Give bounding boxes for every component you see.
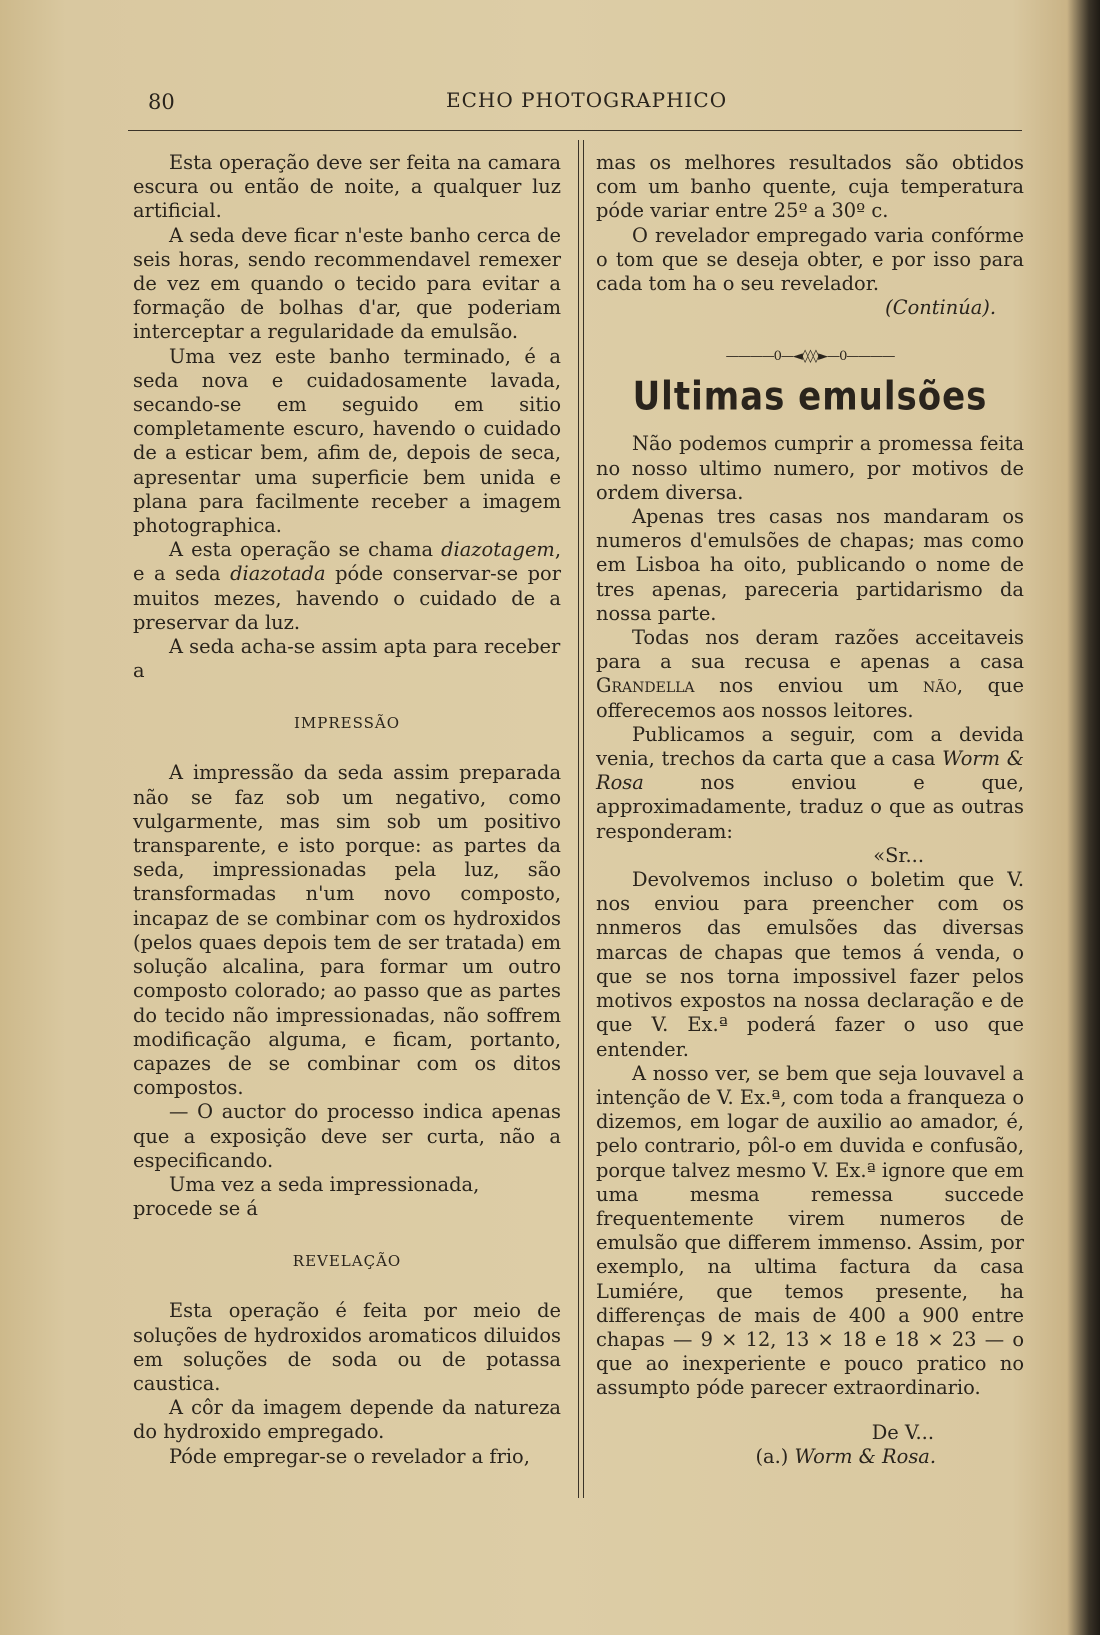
paragraph: Uma vez este banho terminado, é a seda nova e cuidadosamente lavada, secando-se em seguido em sitio completamente escuro, havendo o cuidado de a esticar bem, afim de, depois de seca, apresentar uma superficie bem unida e plana para facilmente receber a imagem photographica.: [133, 344, 561, 538]
article-title: Ultimas emulsões: [632, 374, 988, 421]
italic-company-name: Worm & Rosa: [596, 747, 1024, 795]
letter-salutation: «Sr...: [873, 843, 924, 867]
continua-note: (Continúa).: [885, 296, 996, 320]
left-column: [133, 151, 561, 1469]
section-heading-revelacao: REVELAÇÃO: [292, 1252, 402, 1271]
paragraph: O revelador empregado varia confórme o tom que se deseja obter, e por isso para cada tom ha o seu revelador.: [596, 223, 1024, 296]
small-caps-name: Grandella: [596, 674, 695, 698]
paragraph: Publicamos a seguir, com a devida venia, trechos da carta que a casa Worm & Rosa nos enviou e que, approximadamente, traduz o que as outras responderam:: [596, 722, 1024, 843]
paragraph: Todas nos deram razões acceitaveis para a sua recusa e apenas a casa Grandella nos enviou um não, que offerecemos aos nossos leitores.: [596, 626, 1024, 722]
italic-term: diazotada: [230, 562, 326, 586]
letter-closing: De V...: [871, 1420, 934, 1444]
paragraph: A impressão da seda assim preparada não se faz sob um negativo, como vulgarmente, mas sim sob um positivo transparente, e isto porque: as partes da seda, impressionadas pela luz, são transformadas n'um novo composto, incapaz de se combinar com os hydroxidos (pelos quaes depois tem de ser tratada) em solução alcalina, para formar um outro composto colorado; ao passo que as partes do tecido não impressionadas, não soffrem modificação alguma, e ficam, portanto, capazes de se combinar com os ditos compostos.: [133, 761, 561, 1100]
paragraph: A nosso ver, se bem que seja louvavel a intenção de V. Ex.ª, com toda a franqueza o dizemos, em logar de auxilio ao amador, é, pelo contrario, pôl-o em duvida e confusão, porque talvez mesmo V. Ex.ª ignore que em uma mesma remessa succede frequentemente virem numeros de emulsão que differem immenso. Assim, por exemplo, na ultima factura da casa Lumiére, que temos presente, ha differenças de mais de 400 a 900 entre chapas — 9 × 12, 13 × 18 e 18 × 23 — o que ao inexperiente e pouco pratico no assumpto póde parecer extraordinario.: [596, 1061, 1024, 1400]
paragraph: Póde empregar-se o revelador a frio,: [169, 1444, 530, 1468]
paragraph: Devolvemos incluso o boletim que V. nos enviou para preencher com os nnmeros das emulsões das diversas marcas de chapas que temos á venda, o que se nos torna impossivel fazer pelos motivos expostos na nossa declaração e de que V. Ex.ª poderá fazer o uso que entender.: [596, 868, 1024, 1061]
header-rule: [128, 130, 1022, 131]
paragraph: Esta operação é feita por meio de soluções de hydroxidos aromaticos diluidos em soluções de soda ou de potassa caustica.: [133, 1299, 561, 1395]
paragraph: A seda acha-se assim apta para receber a: [133, 635, 561, 683]
running-title: ECHO PHOTOGRAPHICO: [446, 88, 728, 112]
paragraph: Apenas tres casas nos mandaram os numeros d'emulsões de chapas; mas como em Lisboa ha oito, publicando o nome de tres apenas, pareceria partidarismo da nossa parte.: [596, 505, 1024, 625]
page-number: 80: [148, 90, 175, 114]
section-heading-impressao: IMPRESSÃO: [293, 714, 401, 733]
signature-name: Worm & Rosa.: [794, 1444, 936, 1468]
paragraph: A côr da imagem depende da natureza do hydroxido empregado.: [133, 1396, 561, 1444]
paragraph: mas os melhores resultados são obtidos com um banho quente, cuja temperatura póde variar entre 25º a 30º c.: [596, 151, 1024, 223]
ornament-divider: ————0—◄◊◊◊►—0————: [725, 349, 895, 365]
paragraph: A seda deve ficar n'este banho cerca de seis horas, sendo recommendavel remexer de vez em quando o tecido para evitar a formação de bolhas d'ar, que poderiam interceptar a regularidade da emulsão.: [133, 223, 561, 344]
paragraph: — O auctor do processo indica apenas que a exposição deve ser curta, não a especificando.: [133, 1100, 561, 1172]
paragraph: Esta operação deve ser feita na camara escura ou então de noite, a qualquer luz artificial.: [133, 151, 561, 223]
letter-signature: (a.) Worm & Rosa.: [755, 1444, 936, 1468]
paragraph: A esta operação se chama diazotagem, e a seda diazotada póde conservar-se por muitos mezes, havendo o cuidado de a preservar da luz.: [133, 538, 561, 634]
right-column: [596, 151, 1024, 1469]
small-caps-word: não: [923, 674, 957, 698]
paragraph: Uma vez a seda impressionada, procede se á: [133, 1172, 480, 1221]
paragraph: Não podemos cumprir a promessa feita no nosso ultimo numero, por motivos de ordem diversa.: [596, 432, 1024, 504]
italic-term: diazotagem: [441, 538, 555, 562]
column-divider: [578, 140, 584, 1498]
